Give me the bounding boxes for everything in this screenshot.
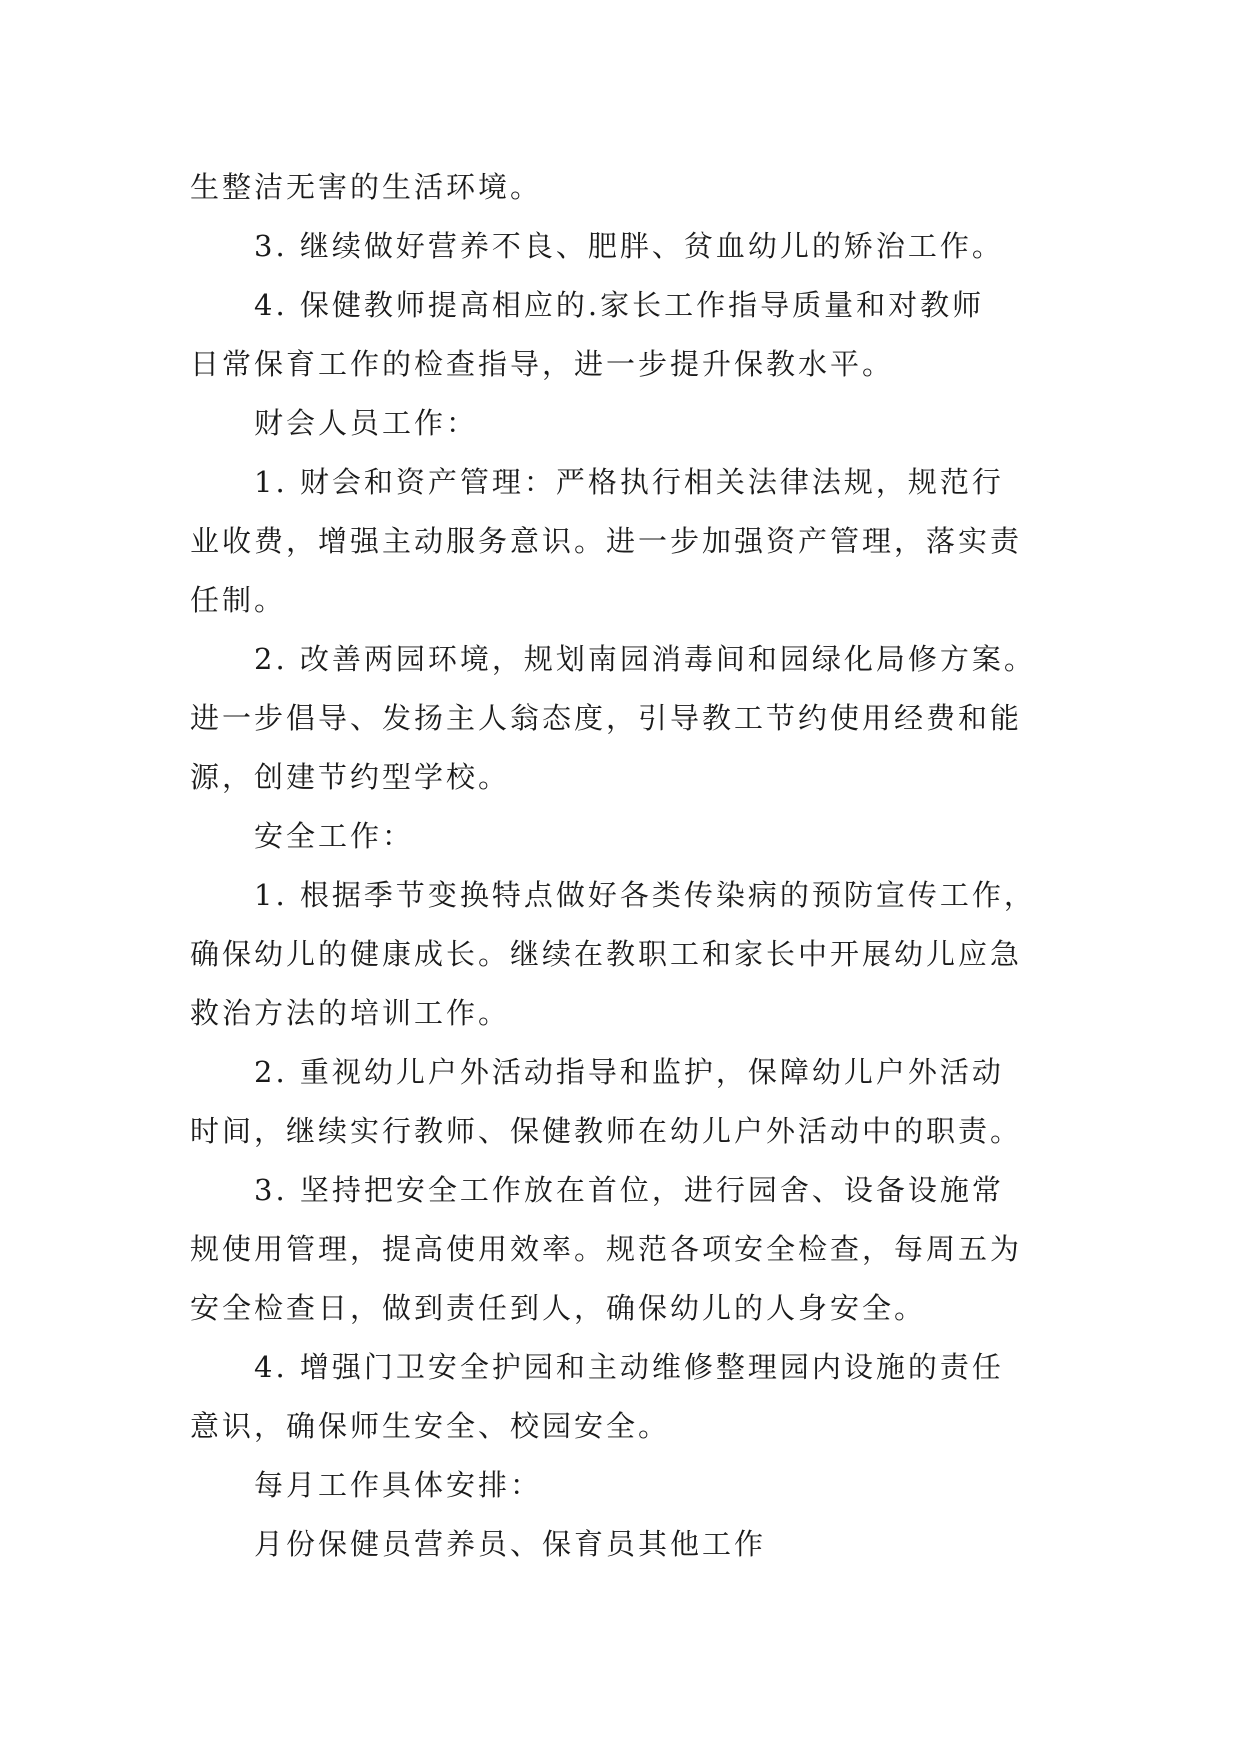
text-line: 2. 重视幼儿户外活动指导和监护，保障幼儿户外活动 <box>254 1055 1004 1089</box>
text-line: 月份保健员营养员、保育员其他工作 <box>254 1527 767 1561</box>
text-line: 安全检查日，做到责任到人，确保幼儿的人身安全。 <box>190 1291 927 1325</box>
text-line: 每月工作具体安排： <box>254 1468 543 1502</box>
text-line: 生整洁无害的生活环境。 <box>190 170 543 204</box>
text-line: 意识，确保师生安全、校园安全。 <box>190 1409 671 1443</box>
text-line: 任制。 <box>190 583 287 617</box>
text-line: 救治方法的培训工作。 <box>190 996 511 1030</box>
text-line: 2. 改善两园环境，规划南园消毒间和园绿化局修方案。 <box>254 642 1036 676</box>
text-line: 确保幼儿的健康成长。继续在教职工和家长中开展幼儿应急 <box>190 937 1023 971</box>
text-line: 4. 保健教师提高相应的.家长工作指导质量和对教师 <box>254 288 985 322</box>
document-body <box>190 158 1070 1574</box>
text-line: 财会人员工作： <box>254 406 479 440</box>
text-line: 进一步倡导、发扬主人翁态度，引导教工节约使用经费和能 <box>190 701 1023 735</box>
text-line: 3. 继续做好营养不良、肥胖、贫血幼儿的矫治工作。 <box>254 229 1004 263</box>
text-line: 业收费，增强主动服务意识。进一步加强资产管理，落实责 <box>190 524 1023 558</box>
text-line: 日常保育工作的检查指导，进一步提升保教水平。 <box>190 347 895 381</box>
text-line: 规使用管理，提高使用效率。规范各项安全检查，每周五为 <box>190 1232 1023 1266</box>
text-line: 安全工作： <box>254 819 415 853</box>
text-line: 时间，继续实行教师、保健教师在幼儿户外活动中的职责。 <box>190 1114 1023 1148</box>
text-line: 3. 坚持把安全工作放在首位，进行园舍、设备设施常 <box>254 1173 1004 1207</box>
text-line: 4. 增强门卫安全护园和主动维修整理园内设施的责任 <box>254 1350 1004 1384</box>
text-line: 源，创建节约型学校。 <box>190 760 511 794</box>
text-line: 1. 财会和资产管理：严格执行相关法律法规，规范行 <box>254 465 1004 499</box>
text-line: 1. 根据季节变换特点做好各类传染病的预防宣传工作， <box>254 878 1036 912</box>
